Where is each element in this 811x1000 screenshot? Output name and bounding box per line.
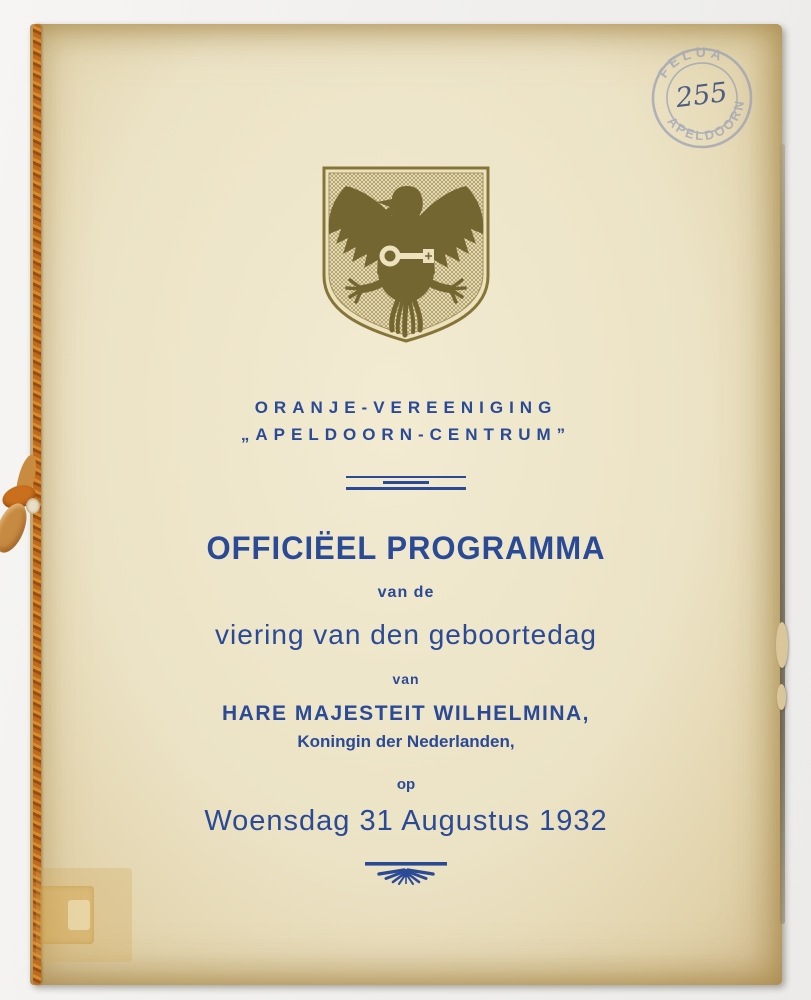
association-name-line1: ORANJE-VEREENIGING — [254, 398, 558, 417]
coat-of-arms-icon — [320, 164, 492, 346]
royal-name: HARE MAJESTEIT WILHELMINA, — [222, 702, 590, 725]
footer-ornament-icon — [30, 862, 782, 895]
stamp-arc-bottom-text: APELDOORN — [664, 97, 748, 144]
stamp-handwritten-number: 255 — [674, 76, 730, 115]
connector-van-de: van de — [377, 584, 435, 601]
program-title: OFFICIËEL PROGRAMMA — [206, 530, 606, 566]
association-name-line2: „APELDOORN-CENTRUM” — [240, 425, 572, 444]
connector-op: op — [396, 776, 416, 793]
library-stamp — [646, 42, 758, 154]
connector-van: van — [392, 671, 420, 687]
program-date: Woensdag 31 Augustus 1932 — [204, 805, 608, 837]
stamp-arc-top-text: FELUA — [654, 43, 728, 81]
stain-mark — [68, 900, 90, 930]
section-divider — [30, 476, 782, 490]
royal-subtitle: Koningin der Nederlanden, — [297, 732, 515, 751]
event-title: viering van den geboortedag — [215, 619, 597, 650]
booklet-cover — [30, 24, 782, 985]
